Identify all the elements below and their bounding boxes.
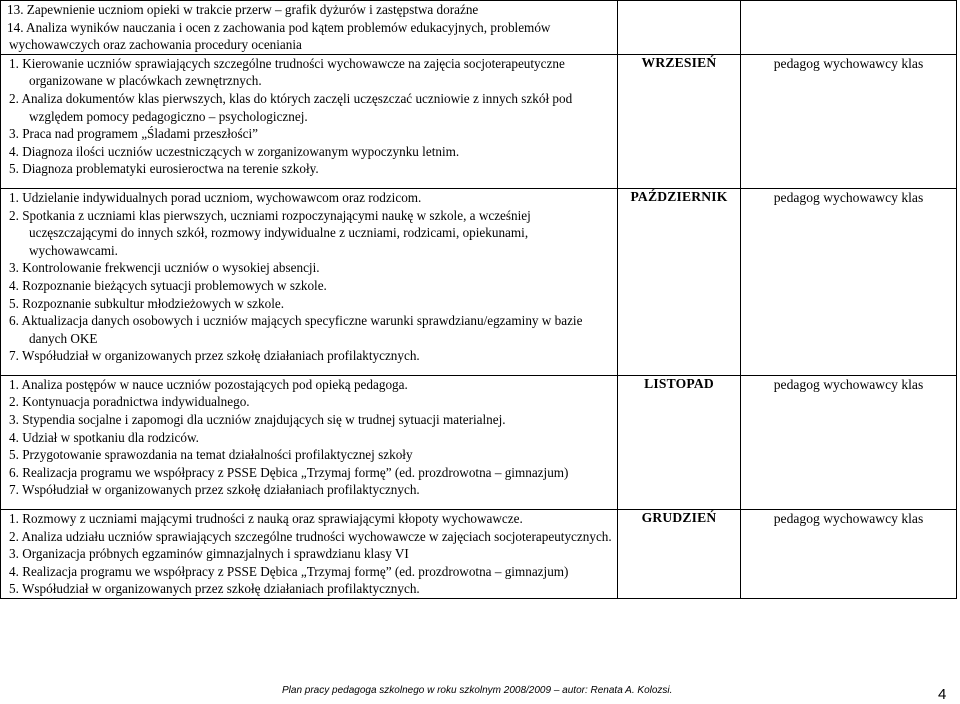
tasks-cell-december <box>1 510 618 599</box>
table-row-intro <box>1 1 957 55</box>
responsible-december: pedagog wychowawcy klas <box>741 510 957 599</box>
table-row-september <box>1 54 957 188</box>
table-row-october <box>1 188 957 375</box>
task-item: 2. Kontynuacja poradnictwa indywidualnego. <box>9 394 250 410</box>
page-number: 4 <box>938 686 947 703</box>
footer-text: Plan pracy pedagoga szkolnego w roku szkolnym 2008/2009 – autor: Renata A. Kolozsi. <box>282 685 673 696</box>
intro-line: 13. Zapewnienie uczniom opieki w trakcie przerw – grafik dyżurów i zastępstwa doraźne <box>7 2 479 17</box>
month-label-september: WRZESIEŃ <box>618 54 741 188</box>
responsible-october: pedagog wychowawcy klas <box>741 188 957 375</box>
task-item: 1. Kierowanie uczniów sprawiających szczególne trudności wychowawcze na zajęcia socjoterapeutyczne organizowane w placówkach zewnętrznych. <box>9 55 565 89</box>
task-item: 1. Analiza postępów w nauce uczniów pozostających pod opieką pedagoga. <box>9 376 408 392</box>
tasks-cell-september <box>1 54 618 188</box>
task-item: 3. Praca nad programem „Śladami przeszłości” <box>9 126 258 142</box>
intro-tasks-cell <box>1 1 618 55</box>
task-item: 4. Realizacja programu we współpracy z PSSE Dębica „Trzymaj formę” (ed. prozdrowotna – gimnazjum) <box>9 563 569 579</box>
task-item: 1. Rozmowy z uczniami mającymi trudności z nauką oraz sprawiającymi kłopoty wychowawcze. <box>9 511 523 527</box>
task-item: 7. Współudział w organizowanych przez szkołę działaniach profilaktycznych. <box>9 348 420 364</box>
responsible-november: pedagog wychowawcy klas <box>741 375 957 509</box>
task-item: 4. Rozpoznanie bieżących sytuacji problemowych w szkole. <box>9 277 327 293</box>
task-item: 3. Organizacja próbnych egzaminów gimnazjalnych i sprawdzianu klasy VI <box>9 546 409 562</box>
task-item: 5. Współudział w organizowanych przez szkołę działaniach profilaktycznych. <box>9 581 420 597</box>
intro-line: 14. Analiza wyników nauczania i ocen z zachowania pod kątem problemów edukacyjnych, problemów wychowawczych oraz zachowania procedury oceniania <box>7 19 551 53</box>
task-item: 4. Diagnoza ilości uczniów uczestniczących w zorganizowanym wypoczynku letnim. <box>9 143 460 159</box>
task-item: 2. Spotkania z uczniami klas pierwszych, uczniami rozpoczynającymi naukę w szkole, a wcześniej uczęszczającymi do innych szkół, rozmowy indywidualne z uczniami, rodzicami, opiekunami, wychowawcami. <box>9 207 531 258</box>
table-row-december <box>1 510 957 599</box>
task-item: 2. Analiza udziału uczniów sprawiających szczególne trudności wychowawcze w zajęciach socjoterapeutycznych. <box>9 528 612 544</box>
task-item: 7. Współudział w organizowanych przez szkołę działaniach profilaktycznych. <box>9 482 420 498</box>
table-row-november <box>1 375 957 509</box>
task-item: 5. Diagnoza problematyki eurosieroctwa na terenie szkoły. <box>9 161 319 177</box>
responsible-september: pedagog wychowawcy klas <box>741 54 957 188</box>
task-item: 5. Przygotowanie sprawozdania na temat działalności profilaktycznej szkoły <box>9 447 413 463</box>
task-item: 6. Aktualizacja danych osobowych i uczniów mających specyficzne warunki sprawdzianu/egzaminy w bazie danych OKE <box>9 313 583 346</box>
task-item: 4. Udział w spotkaniu dla rodziców. <box>9 429 199 445</box>
intro-month-cell <box>618 1 741 55</box>
task-item: 2. Analiza dokumentów klas pierwszych, klas do których zaczęli uczęszczać uczniowie z innych szkół pod względem pomocy pedagogiczno – psychologicznej. <box>9 90 573 124</box>
task-item: 5. Rozpoznanie subkultur młodzieżowych w szkole. <box>9 295 285 311</box>
tasks-cell-october <box>1 188 618 375</box>
task-item: 1. Udzielanie indywidualnych porad uczniom, wychowawcom oraz rodzicom. <box>9 189 422 205</box>
intro-responsible-cell <box>741 1 957 55</box>
month-label-november: LISTOPAD <box>618 375 741 509</box>
task-item: 3. Stypendia socjalne i zapomogi dla uczniów znajdujących się w trudnej sytuacji materialnej. <box>9 412 506 428</box>
task-item: 6. Realizacja programu we współpracy z PSSE Dębica „Trzymaj formę” (ed. prozdrowotna – gimnazjum) <box>9 464 569 480</box>
tasks-cell-november <box>1 375 618 509</box>
month-label-december: GRUDZIEŃ <box>618 510 741 599</box>
month-label-october: PAŹDZIERNIK <box>618 188 741 375</box>
task-item: 3. Kontrolowanie frekwencji uczniów o wysokiej absencji. <box>9 260 320 276</box>
